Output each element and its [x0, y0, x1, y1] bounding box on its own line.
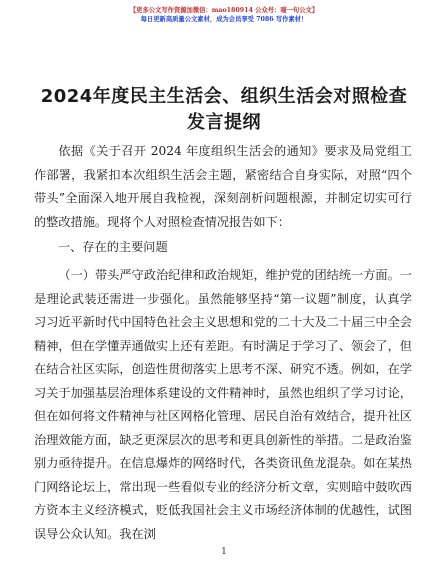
page-number: 1 — [221, 547, 227, 557]
banner-line-2: 每日更新高质量公文素材，成为会员享受 7086 写作素材！ — [140, 16, 308, 23]
body-paragraph: （一）带头严守政治纪律和政治规矩，维护党的团结统一方面。一是理论武装还需进一步强化。虽然能够坚持“第一议题”制度，认真学习习近平新时代中国特色社会主义思想和党的二十大及二十届三中全会精神，但在学懂弄通做实上还有差距。有时满足于学习了、领会了，但在结合社区实际，创造性贯彻落实上思考不深、研究不透。例如，在学习关于加强基层治理体系建设的文件精神时，虽然也组织了学习讨论，但在如何将文件精神与社区网格化管理、居民自治有效结合，提升社区治理效能方面，缺乏更深层次的思考和更具创新性的举措。二是政治鉴别力亟待提升。在信息爆炸的网络时代，各类资讯鱼龙混杂。如在某热门网络论坛上，常出现一些看似专业的经济分析文章，实则暗中鼓吹西方资本主义经济模式，贬低我国社会主义市场经济体制的优越性，试图误导公众认知。我在浏 — [34, 268, 412, 541]
promo-banner — [0, 6, 448, 24]
intro-paragraph: 依据《关于召开 2024 年度组织生活会的通知》要求及局党组工作部署，我紧扣本次组织生活会主题，紧密结合自身实际，对照“四个带头”全面深入地开展自我检视，深刻剖析问题根源，并制定切实可行的整改措施。现将个人对照检查情况报告如下： — [34, 144, 412, 229]
banner-line-1: 【更多公文写作资源加微信：mao180914 公众号：喵一句公文】 — [129, 7, 319, 14]
section-heading: 一、存在的主要问题 — [58, 240, 168, 254]
document-title: 2024年度民主生活会、组织生活会对照检查发言提纲 — [40, 86, 408, 133]
